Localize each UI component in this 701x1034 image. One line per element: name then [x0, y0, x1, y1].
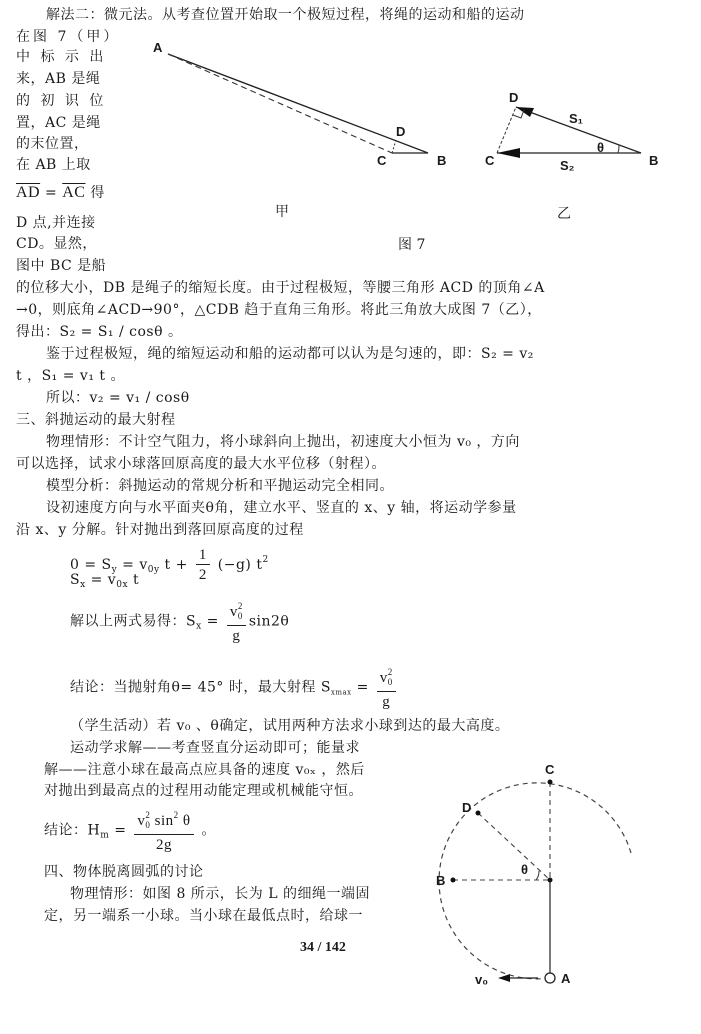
eq-sub: xmax	[330, 688, 352, 697]
num-sup: 2	[237, 601, 243, 611]
label-b: B	[436, 873, 446, 888]
section-heading-4: 四、物体脱离圆弧的讨论	[44, 864, 204, 880]
side-text-line: 在 AB 上取	[16, 157, 91, 173]
paragraph-line: 的位移大小，DB 是绳子的缩短长度。由于过程极短，等腰三角形 ACD 的顶角∠A	[16, 280, 545, 296]
eq-sub: x	[196, 621, 202, 632]
paragraph-line: 运动学求解——考查竖直分运动即可；能量求	[70, 740, 360, 756]
equation-max-height	[44, 806, 216, 860]
num-text: v	[137, 813, 146, 829]
num-sup: 2	[387, 667, 393, 677]
eq-text: = v	[117, 557, 148, 573]
line-ab	[168, 54, 428, 153]
fraction-half	[196, 546, 210, 585]
label-b: B	[649, 153, 659, 168]
numerator: 1	[196, 546, 210, 565]
paragraph-line: 对抛出到最高点的过程用动能定理或机械能守恒。	[44, 783, 363, 799]
eq-text: = v	[85, 572, 117, 588]
num-sub: 0	[145, 820, 151, 830]
paragraph-line: 所以：v₂ = v₁ / cosθ	[46, 390, 190, 406]
label-a: A	[153, 40, 163, 55]
label-theta: θ	[521, 862, 529, 877]
label-d: D	[396, 124, 406, 139]
eq-text: sin2θ	[248, 613, 290, 630]
point-center	[548, 878, 553, 883]
figure7-caption: 图 7	[398, 237, 426, 253]
side-text-line: 的末位置，	[16, 136, 89, 152]
eq-sub: 0x	[116, 580, 129, 590]
paragraph-method2-line1: 解法二：微元法。从考查位置开始取一个极短过程，将绳的运动和船的运动	[46, 7, 525, 23]
figure8-diagram	[420, 740, 701, 1034]
line-ac-dashed	[168, 54, 392, 153]
paragraph-line: 设初速度方向与水平面夹θ角，建立水平、竖直的 x、y 轴，将运动学参量	[46, 500, 517, 516]
caption-yi: 乙	[557, 206, 571, 222]
eq-sub: x	[80, 580, 86, 590]
paragraph-line: 物理情形：不计空气阻力，将小球斜向上抛出，初速度大小恒为 v₀ ，方向	[46, 434, 520, 450]
eq-text: 解以上两式易得：S	[70, 613, 197, 630]
eq-text: 0 = S	[70, 557, 112, 573]
label-theta: θ	[597, 140, 605, 155]
segment-ac: $\overline{AC}$	[62, 184, 86, 201]
section-heading-3: 三、斜抛运动的最大射程	[16, 412, 176, 428]
label-c: C	[545, 762, 555, 777]
tail-text: 得	[85, 185, 105, 201]
arrowhead-s1	[516, 107, 534, 117]
denominator: g	[232, 628, 241, 644]
label-c: C	[377, 153, 387, 168]
side-text-line: 来，AB 是绳	[16, 71, 101, 87]
velocity-arrowhead	[498, 974, 510, 982]
label-d: D	[509, 90, 519, 105]
fraction-v0sq-g	[227, 597, 246, 646]
line-cd-dashed	[392, 140, 396, 153]
side-text-line: 图中 BC 是船	[16, 258, 107, 274]
eq-text: t +	[159, 557, 193, 573]
eq-text: =	[201, 613, 224, 630]
numerator	[227, 597, 246, 626]
eq-text: S	[70, 572, 81, 588]
side-text-line: 置，AC 是绳	[16, 115, 101, 131]
denominator: 2	[198, 566, 207, 583]
num-text: sin	[150, 813, 174, 829]
eq-sup: 2	[262, 555, 269, 565]
eq-text: 。	[196, 822, 217, 839]
figure7-left-diagram	[150, 30, 470, 260]
label-c: C	[485, 153, 495, 168]
num-sub: 0	[237, 611, 243, 621]
ball-a	[545, 973, 555, 983]
equation-max-range	[70, 663, 399, 717]
ad-equals-ac	[16, 183, 105, 203]
denominator: 2g	[156, 837, 172, 853]
denominator: g	[382, 694, 391, 710]
eq-sub: 0y	[147, 565, 160, 575]
line-cd-dashed	[497, 107, 516, 153]
numerator	[134, 806, 193, 835]
paragraph-line: 模型分析：斜抛运动的常规分析和平抛运动完全相同。	[46, 478, 394, 494]
label-s1: S₁	[569, 111, 584, 126]
label-d: D	[462, 800, 472, 815]
paragraph-line: 鉴于过程极短，绳的缩短运动和船的运动都可以认为是匀速的，即：S₂ = v₂	[46, 346, 534, 362]
eq-text: =	[109, 822, 132, 839]
eq-sub: m	[100, 830, 110, 841]
eq-text: 结论：当抛射角θ= 45° 时，最大射程 S	[70, 679, 331, 696]
fraction-height	[134, 806, 193, 855]
paragraph-line: （学生活动）若 v₀ 、θ确定，试用两种方法求小球到达的最大高度。	[70, 718, 510, 734]
caption-jia: 甲	[275, 204, 289, 220]
paragraph-line: 沿 x、y 分解。针对抛出到落回原高度的过程	[16, 522, 304, 538]
equation-range	[70, 597, 289, 651]
paragraph-line: →0，则底角∠ACD→90°，△CDB 趋于直角三角形。将此三角放大成图 7（乙），	[16, 302, 542, 318]
num-sub: 0	[387, 677, 393, 687]
side-text-line: 中 标 示 出	[16, 49, 107, 65]
side-text-line: D 点,并连接	[16, 215, 96, 231]
arrowhead-s2	[497, 148, 520, 158]
paragraph-line: 得出：S₂ = S₁ / cosθ 。	[16, 324, 183, 340]
paragraph-line: t ，S₁ = v₁ t 。	[16, 368, 125, 384]
paragraph-line: 解——注意小球在最高点应具备的速度 v₀ₓ ，然后	[44, 762, 365, 778]
side-text-line: CD。显然，	[16, 236, 97, 252]
segment-ad: $\overline{AD}$	[16, 184, 41, 201]
angle-theta-arc	[618, 145, 619, 153]
num-text: v	[379, 670, 388, 686]
eq-text: 结论：H	[44, 822, 101, 839]
label-a: A	[561, 971, 571, 986]
num-text: θ	[178, 813, 191, 829]
page-number: 34 / 142	[300, 940, 346, 955]
paragraph-line: 物理情形：如图 8 所示，长为 L 的细绳一端固	[70, 886, 371, 902]
line-od-dashed	[478, 813, 550, 880]
num-sup: 2	[145, 810, 151, 820]
point-d	[476, 811, 481, 816]
eq-sub: y	[111, 565, 118, 575]
fraction-v0sq-g	[377, 663, 396, 712]
point-c	[548, 780, 553, 785]
paragraph-line: 定，另一端系一小球。当小球在最低点时，给球一	[44, 908, 363, 924]
side-text-line: 的 初 识 位	[16, 93, 107, 109]
eq-text: =	[351, 679, 374, 696]
eq-text: t	[128, 572, 140, 588]
label-b: B	[437, 153, 447, 168]
point-b	[451, 878, 456, 883]
side-text-line: 在图 7（甲）	[16, 29, 121, 45]
angle-theta-arc	[536, 871, 539, 880]
equation-sx	[70, 570, 139, 595]
num-sup: 2	[173, 810, 179, 820]
paragraph-line: 可以选择，试求小球落回原高度的最大水平位移（射程）。	[16, 456, 386, 472]
equals-sign: =	[40, 185, 63, 201]
eq-text: (−g) t	[212, 557, 263, 573]
numerator	[377, 663, 396, 692]
num-text: v	[229, 604, 238, 620]
label-v0: v₀	[475, 972, 489, 987]
label-s2: S₂	[560, 158, 575, 173]
